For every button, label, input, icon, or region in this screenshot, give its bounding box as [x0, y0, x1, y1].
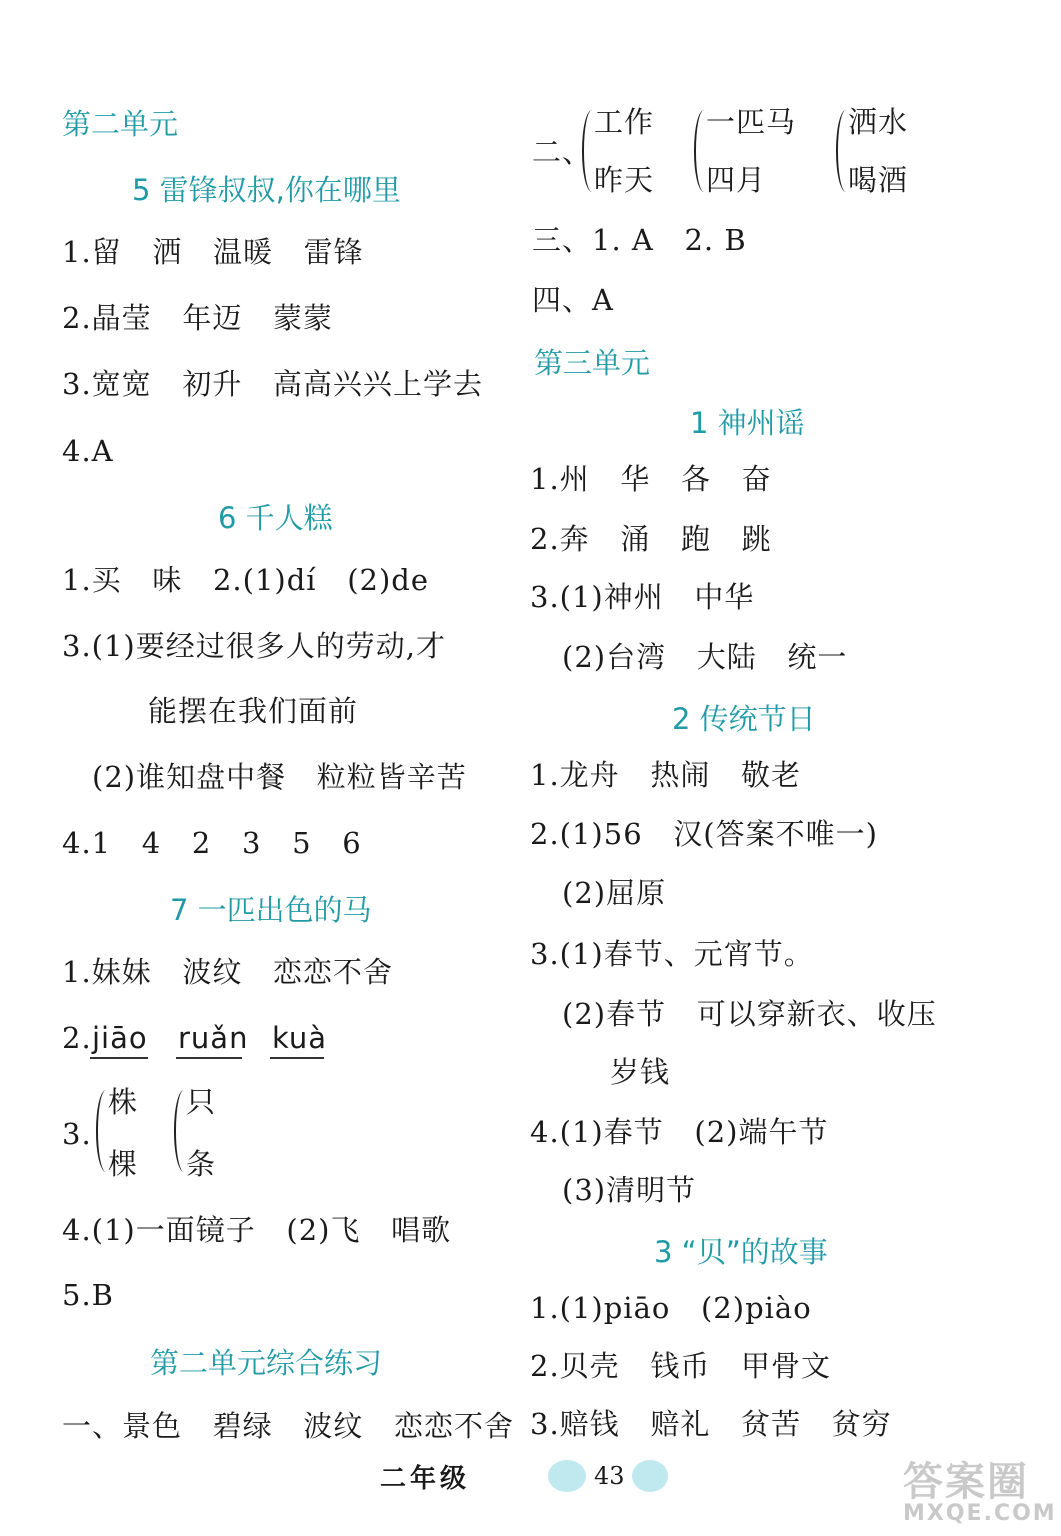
answer-line: (2)台湾 大陆 统一: [562, 640, 848, 674]
footer-decoration-icon: [548, 1460, 586, 1492]
answer-line: 2.晶莹 年迈 蒙蒙: [62, 301, 333, 335]
answer-line: 3.(1)神州 中华: [530, 580, 755, 614]
answer-line: 3.宽宽 初升 高高兴兴上学去: [62, 367, 483, 401]
watermark-text: 答案圈: [903, 1459, 1029, 1505]
pinyin-underline: [270, 1057, 324, 1059]
answer-line-pinyin-prefix: 2.: [62, 1021, 92, 1055]
review-title-2: 第二单元综合练习: [150, 1346, 383, 1380]
answer-line: 1.留 洒 温暖 雷锋: [62, 235, 364, 269]
answer-word: 株: [108, 1085, 139, 1119]
answer-line: 1.州 华 各 奋: [530, 462, 772, 496]
brace-bracket: [582, 110, 594, 192]
brace-bracket: [96, 1090, 108, 1172]
answer-word: 棵: [108, 1147, 139, 1181]
answer-word: 工作: [594, 105, 655, 139]
answer-line: 1.妹妹 波纹 恋恋不舍: [62, 955, 393, 989]
pinyin-answer: kuà: [272, 1021, 328, 1055]
answer-line-prefix: 二、: [532, 135, 593, 169]
answer-line: 1.(1)piāo (2)piào: [530, 1291, 812, 1325]
answer-line: 2.奔 涌 跑 跳: [530, 522, 772, 556]
brace-bracket: [836, 110, 848, 192]
answer-word: 条: [186, 1147, 217, 1181]
answer-line: 岁钱: [610, 1055, 671, 1089]
lesson-title-7: 7 一匹出色的马: [170, 893, 372, 927]
pinyin-answer: ruǎn: [178, 1021, 249, 1055]
answer-line: 3.赔钱 赔礼 贫苦 贫穷: [530, 1407, 892, 1441]
answer-line: (3)清明节: [562, 1173, 697, 1207]
lesson-title-2: 2 传统节日: [672, 702, 816, 736]
lesson-title-1: 1 神州谣: [690, 406, 805, 440]
answer-word: 四月: [706, 163, 767, 197]
watermark-logo: [903, 1450, 1057, 1530]
pinyin-underline: [90, 1057, 148, 1059]
answer-line: 3.(1)春节、元宵节。: [530, 937, 814, 971]
answer-line: 1.龙舟 热闹 敬老: [530, 758, 801, 792]
unit-title-3: 第三单元: [534, 346, 651, 380]
footer-grade: 二年级: [380, 1464, 471, 1494]
answer-word: 洒水: [848, 105, 909, 139]
answer-line: 2.(1)56 汉(答案不唯一): [530, 817, 878, 851]
answer-line: 四、A: [532, 283, 614, 317]
answer-line-prefix: 3.: [62, 1117, 92, 1151]
answer-line: 2.贝壳 钱币 甲骨文: [530, 1349, 831, 1383]
brace-bracket: [174, 1090, 186, 1172]
answer-line: (2)屈原: [562, 876, 667, 910]
lesson-title-3: 3 “贝”的故事: [654, 1235, 828, 1269]
answer-line: 5.B: [62, 1278, 114, 1312]
answer-line: 4.A: [62, 434, 114, 468]
answer-line: 4.1 4 2 3 5 6: [62, 826, 362, 860]
lesson-title-5: 5 雷锋叔叔,你在哪里: [132, 173, 401, 207]
watermark-url: MXQE.COM: [903, 1501, 1057, 1526]
answer-word: 只: [186, 1085, 217, 1119]
answer-line: 4.(1)一面镜子 (2)飞 唱歌: [62, 1213, 452, 1247]
answer-line: 一、景色 碧绿 波纹 恋恋不舍: [62, 1409, 514, 1443]
footer-decoration-icon: [632, 1460, 668, 1492]
answer-line: (2)谁知盘中餐 粒粒皆辛苦: [92, 760, 467, 794]
answer-line: 能摆在我们面前: [148, 694, 359, 728]
answer-word: 一匹马: [706, 105, 797, 139]
brace-bracket: [694, 110, 706, 192]
lesson-title-6: 6 千人糕: [218, 501, 333, 535]
answer-line: 3.(1)要经过很多人的劳动,才: [62, 629, 446, 663]
answer-word: 昨天: [594, 163, 655, 197]
answer-line: 1.买 味 2.(1)dí (2)de: [62, 563, 430, 597]
answer-line: 三、1. A 2. B: [532, 223, 747, 257]
answer-word: 喝酒: [848, 163, 909, 197]
pinyin-underline: [176, 1057, 242, 1059]
answer-line: (2)春节 可以穿新衣、收压: [562, 997, 937, 1031]
answer-line: 4.(1)春节 (2)端午节: [530, 1115, 829, 1149]
unit-title-2: 第二单元: [62, 107, 179, 141]
pinyin-answer: jiāo: [92, 1021, 148, 1055]
page-number: 43: [594, 1462, 625, 1490]
